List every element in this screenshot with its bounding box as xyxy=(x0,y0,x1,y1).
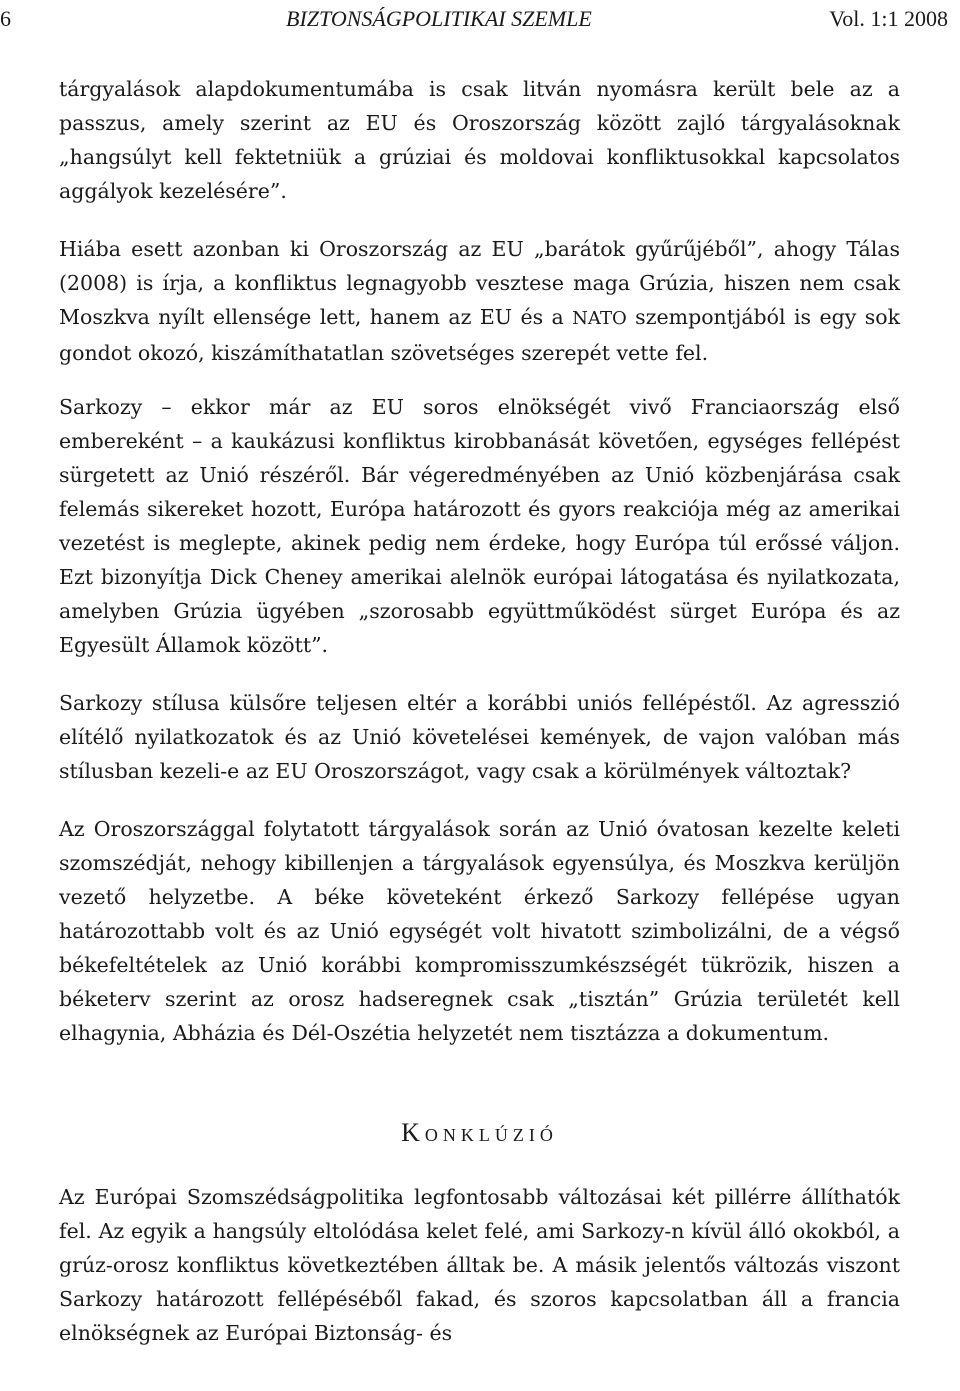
acronym-nato: NATO xyxy=(572,308,627,329)
paragraph: Sarkozy stílusa külsőre teljesen eltér a korábbi uniós fellépéstől. Az agresszió elítélő nyilatkozatok és az Unió követelései kemények, de vajon valóban más stílusban kezeli-e az EU Oroszországot, vagy csak a körülmények változtak? xyxy=(59,691,900,783)
article-body xyxy=(59,72,900,1374)
paragraph: Az Oroszországgal folytatott tárgyalások során az Unió óvatosan kezelte keleti szomszédját, nehogy kibillenjen a tárgyalások egyensúlya, és Moszkva kerüljön vezető helyzetbe. A béke követeként érkező Sarkozy fellépése ugyan határozottabb volt és az Unió egységét volt hivatott szimbolizálni, de a végső békefeltételek az Unió korábbi kompromisszumkészségét tükrözik, hiszen a béketerv szerint az orosz hadseregnek csak „tisztán” Grúzia területét kell elhagynia, Abházia és Dél-Oszétia helyzetét nem tisztázza a dokumentum. xyxy=(59,817,900,1045)
paragraph: Sarkozy – ekkor már az EU soros elnökségét vivő Franciaország első embereként – a kaukázusi konfliktus kirobbanását követően, egységes fellépést sürgetett az Unió részéről. Bár végeredményében az Unió közbenjárása csak felemás sikereket hozott, Európa határozott és gyors reakciója még az amerikai vezetést is meglepte, akinek pedig nem érdeke, hogy Európa túl erőssé váljon. Ezt bizonyítja Dick Cheney amerikai alelnök európai látogatása és nyilatkozata, amelyben Grúzia ügyében „szorosabb együttműködést sürget Európa és az Egyesült Államok között”. xyxy=(59,395,900,657)
paragraph: tárgyalások alapdokumentumába is csak litván nyomásra került bele az a passzus, amely szerint az EU és Oroszország között zajló tárgyalásoknak „hangsúlyt kell fektetniük a grúziai és moldovai konfliktusokkal kapcsolatos aggályok kezelésére”. xyxy=(59,77,900,203)
page-header xyxy=(0,4,960,34)
paragraph-text: Hiába esett azonban ki Oroszország az EU „barátok gyűrűjéből”, ahogy Tálas (2008) is írja, a konfliktus legnagyobb vesztese maga Grúzia, hiszen nem csak Moszkva nyílt ellensége lett, hanem az EU és a xyxy=(59,237,900,329)
section-heading: Konklúzió xyxy=(401,1118,558,1147)
paragraph xyxy=(59,232,900,370)
journal-title: BIZTONSÁGPOLITIKAI SZEMLE xyxy=(286,6,592,31)
page-number: 6 xyxy=(0,6,11,31)
paragraph: Az Európai Szomszédságpolitika legfontosabb változásai két pillérre állíthatók fel. Az egyik a hangsúly eltolódása kelet felé, ami Sarkozy-n kívül álló okokból, a grúz-orosz konfliktus következtében álltak be. A másik jelentős változás viszont Sarkozy határozott fellépéséből fakad, és szoros kapcsolatban áll a francia elnökségnek az Európai Biztonság- és xyxy=(59,1185,900,1345)
volume-info: Vol. 1:1 2008 xyxy=(829,6,948,31)
paragraph-text: szempontjából is egy sok gondot okozó, kiszámíthatatlan szövetséges szerepét vette fel. xyxy=(59,305,900,365)
